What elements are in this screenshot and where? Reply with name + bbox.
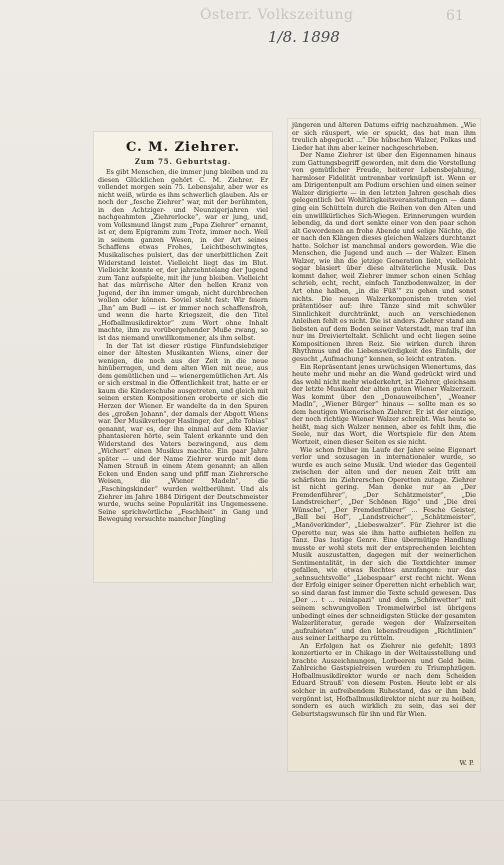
- paragraph: Ein Repräsentant jenes urwüchsigen Wienertums, das heute mehr und mehr an die Wand gedrückt wird und das wohl nicht mehr wiederkehrt, ist Ziehrer, gleichsam der letzte Musikant der alten guten Wiener Walzerzeit. Was kommt über den „Donauweibchen“, „Weaner Madln“, „Wiener Bürger“ hinaus — sollte man es so dem heutigen Wienerischen Ziehrer. Er ist der einzige, der noch richtige Wiener Walzer schreibt. Was heute so heißt, mag sich Walzer nennen, aber es fehlt ihm, die Seele, nur das Wort, die Wortspiele für den Atem Wortzeit, einen dieser Seiten es sie nicht.: [292, 362, 476, 446]
- article-heading: C. M. Ziehrer.: [125, 140, 241, 155]
- paragraph: jüngeren und älteren Datums eifrig nachzuahmen. „Wie er sich räuspert, wie er spuckt, das hat man ihm treulich abgeguckt ...“ Die hübschen Walzer, Polkas und Lieder hat ihm aber keiner nachgeschrieben.: [292, 121, 476, 152]
- paragraph: An Erfolgen hat es Ziehrer nie gefehlt; 1893 konzertierte er in Chikago in der Weltausstellung und brachte Auszeichnungen, Lorbeeren und Geld heim. Zahlreiche Gastspielreisen wurden zu Triumphzügen. Hofballmusikdirektor wurde er nach dem Scheiden Eduard Strauß’ von diesem Posten. Heute lebt er als solcher in aufreibendem Ruhestand, das er ihm bald vergönnt ist, Hofballmusikdirektor nicht nur zu heißen, sondern es auch wirklich zu sein, das sei der Geburtstagswunsch für ihn und für Wien.: [292, 641, 476, 718]
- handwritten-date: 1/8. 1898: [268, 28, 340, 46]
- right-column-body: [292, 122, 476, 769]
- page-number: 61: [446, 8, 464, 24]
- paragraph: In der Tat ist dieser rüstige Fünfundsiebziger einer der ältesten Musikanten Wiens, einer der wenigen, die noch aus der Zeit in die neue hinüberragen, und dem alten Wien mit neue, aus dem gemütlichen und — wienergemütlichen Art. Als er sich erstmal in die Öffentlichkeit trat, hatte er er kaum die Kinderschuhe ausgetreten, und gleich mit seinen ersten Kompositionen eroberte er sich die Herzen der Wiener. Er wandelte da in den Spuren des „großen Johann“, der damals der Abgott Wiens war. Der Musikverleger Haslinger, der „alte Tobias“ genannt, war es, der ihn einmal auf dem Klavier phantasieren hörte, sein Talent erkannte und den Widerstand des Vaters bezwingend, aus dem „Wichert“ einen Musikus machte. Ein paar Jahre später — und der Name Ziehrer wurde mit dem Namen Strauß in einem Atem genannt; an allen Ecken und Enden sang und pfiff man Ziehrersche Weisen, die „Wiener Madeln“, die „Faschingskinder“ wurden weltberühmt. Und als Ziehrer im Jahre 1884 Dirigent der Deutschmeister wurde, wuchs seine Popularität ins Ungemessene. Seine sprichwörtliche „Feschheit“ in Gang und Bewegung versuchte mancher Jüngling: [98, 341, 268, 524]
- article-subheading: Zum 75. Geburtstag.: [134, 157, 232, 166]
- left-column-body: [98, 169, 268, 580]
- clipping-left-column: [94, 132, 272, 582]
- paragraph: Es gibt Menschen, die immer jung bleiben und zu diesen Glücklichen gehört C. M. Ziehrer. Er vollendet morgen sein 75. Lebensjahr, aber wer es nicht weiß, würde es ihm schwerlich glauben. Als er noch der „fesche Ziehrer“ war, mit der berühmten, in den Achtziger- und Neunzigerjahren viel nachgeahmten „Ziehrerlocke“, war er jung, und, vom Volksmund längst zum „Papa Ziehrer“ ernannt, ist er, dem Epigramm zum Trotz, immer noch. Weil in seinem ganzen Wesen, in der Art seines Schaffens etwas Frohes, Leichtbeschwingtes, Musikalisches pulsiert, das der unerbittlichen Zeit Widerstand leistet. Vielleicht liegt das im Blut. Vielleicht konnte er, der jahrzehntelang der Jugend zum Tanz aufspielte, mit ihr jung bleiben. Vielleicht hat das mürrische Alter den hellen Kranz von Jugend, der ihn immer umgab, nicht durchbrechen wollen oder können. Soviel steht fest: Wir feiern „Ihn“ am Budl — ist er immer noch schaffensfroh, und wenn die harte Kriegszeit, die den Titel „Hofballmusikdirektor“ zum Wort ohne Inhalt machte, ihm zu vorübergehender Muße zwang, so ist das niemand unwillkommener, als ihm selbst.: [98, 168, 268, 343]
- paragraph: Wie schon früher im Laufe der Jahre seine Eigenart verlor und sozusagen in internationaler wurde, so wurde es auch seine Musik. Und wieder das Gegenteil zwischen der alten und der neuen Zeit tritt am schärfsten im Ziehrerschen Operetten zutage. Ziehrer ist nicht gering. Man denke nur an „Der Fremdenführer“, „Der Schätzmeister“, „Die Landstreicher“, „Der Schönen Rigo“ und „Die drei Wünsche“, „Der Fremdenführer“ ... Fesche Geister, „Ball bei Hof“, „Landstreicher“, „Schätzmeister“, „Manöverkinder“, „Liebeswalzer“. Für Ziehrer ist die Operette nur, was sie ihm hatte aufbieten helfen zu Tanz. Das lustige Genre. Eine übermütige Handlung musste er wohl stets mit der entsprechenden leichten Musik auszustatten, dagegen mit der weinerlichen Sentimentalität, in der sich die Textdichter immer gefallen, wie etwas Rechtes anzufangen: nur das „sehnsuchtsvolle“ „Liebespaar“ erst recht nicht. Wenn der Erfolg einiger seiner Operetten nicht erheblich war, so sind daran fast immer die Texte schuld gewesen. Das „Der ... t ... reinlapazi“ und dem „Schönwetter“ mit seinem schwungvollen Trommelwirbel ist übrigens unbedingt eines der schneidigsten Stücke der gesamten Walzerliteratur, gerade wegen der Walzerseiten „aufzubieten“ und den lebensfreudigen „Richtlinien“ aus seiner Leitharpe zu rütteln.: [292, 445, 476, 643]
- author-signature: W. P.: [459, 759, 474, 767]
- paragraph: Der Name Ziehrer ist über den Eigennamen hinaus zum Gattungsbegriff geworden, mit dem die Vorstellung von gemütlicher Freude, heiterer Lebensbejahung, harmloser Fidelität untrennbar verknüpft ist. Wenn er am Dirigentenpult am Podium erschien und einen seiner Walzer dirigierte — in den letzten Jahren geschah dies gelegentlich bei Wohltätigkeitsveranstaltungen — dann ging ein Schütteln durch die Reihen von den Alten und ein unwillkürliches Sich-Wiegen. Erinnerungen wurden lebendig, da und dort senkte einer von den paar schon alt Gewordenen an frohe Abende und selige Nächte, die er nach den Klängen dieses gleichen Walzers durchtanzt hatte. Solcher ist manchmal anders geworden. Wie die Menschen, die Jugend und auch — der Walzer. Einen Walzer, wie ihn die jetzige Generation liebt, vielleicht sogar blasiert über diese altväterliche Musik. Das kommt daher, weil Ziehrer immer schon einen Schlag schrieb, echt, recht, einfach Tanzbodenwalzer, in der Art ohne halben, „in die Füß’“ zu gehen und sonst nichts. Die neuen Walzerkomponisten treten viel prätentiöser auf: ihre Tänze sind mit schwüler Sinnlichkeit durchtränkt, auch an verschiedenen Anleihen fehlt es nicht. Die ist anders. Ziehrer stand am liebsten auf dem Boden seiner Vaterstadt, man traf ihn nur im Dreivierteltakt. Schlicht und echt liegen seine Kompositionen ihren Reiz. Sie wirken durch ihren Rhythmus und die Liebenswürdigkeit des Einfalls, der gesucht „Aufmachung“ kennen, so leicht entraten.: [292, 151, 476, 363]
- newspaper-masthead-stamp: Österr. Volkszeitung: [200, 7, 354, 23]
- clipping-right-column: [288, 119, 480, 771]
- paper-fold-line: [0, 800, 504, 801]
